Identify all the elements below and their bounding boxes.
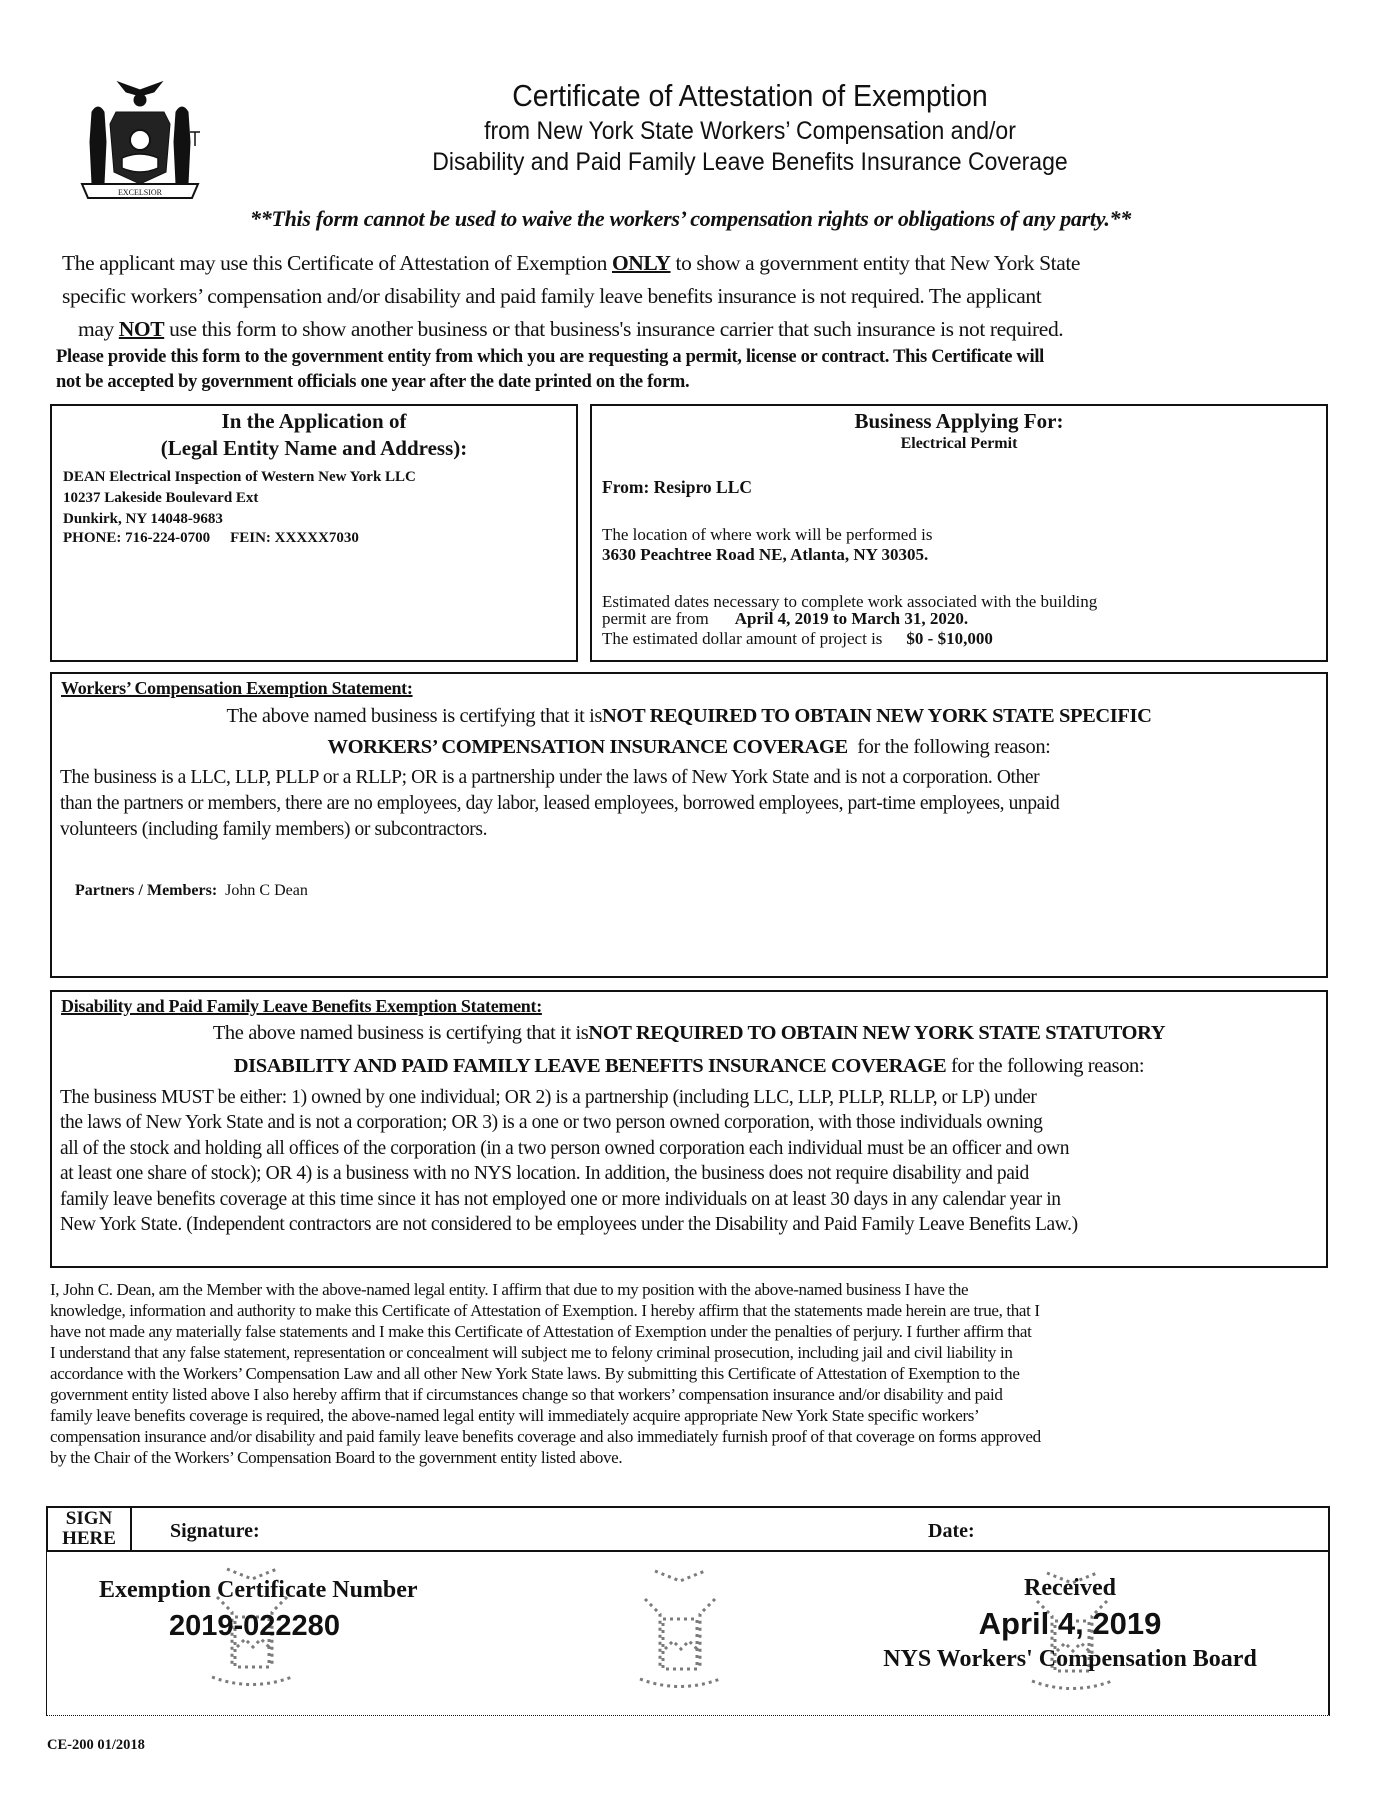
entity-street: 10237 Lakeside Boulevard Ext <box>63 490 259 506</box>
received-date: April 4, 2019 <box>978 1606 1162 1641</box>
application-of-box <box>50 404 578 662</box>
workers-comp-cert-line2: WORKERS’ COMPENSATION INSURANCE COVERAGE for the following reason: <box>327 736 1051 758</box>
notice-line2: not be accepted by government officials one year after the date printed on the form. <box>56 372 690 392</box>
disability-reason-line4: at least one share of stock); OR 4) is a business with no NYS location. In addition, the business does not require disability and paid <box>60 1163 1029 1184</box>
waiver-warning: **This form cannot be used to waive the workers’ compensation rights or obligations of any party.** <box>250 206 1131 231</box>
business-applying-for-box <box>590 404 1328 662</box>
form-title: Certificate of Attestation of Exemption <box>512 78 988 113</box>
disability-cert-line1: The above named business is certifying that it isNOT REQUIRED TO OBTAIN NEW YORK STATE STATUTORY <box>212 1022 1166 1044</box>
disability-exemption-box <box>50 990 1328 1268</box>
form-subtitle-line2: Disability and Paid Family Leave Benefits Insurance Coverage <box>432 148 1068 176</box>
entity-name: DEAN Electrical Inspection of Western New York LLC <box>63 469 416 485</box>
date-label: Date: <box>928 1520 975 1542</box>
workers-comp-reason-line3: volunteers (including family members) or subcontractors. <box>60 819 488 840</box>
permit-from: From: Resipro LLC <box>602 477 753 497</box>
affirmation-line: have not made any materially false statements and I make this Certificate of Attestation of Exemption under the penalties of perjury. I further affirm that <box>50 1322 1032 1341</box>
notice-line1: Please provide this form to the government entity from which you are requesting a permit, license or contract. This Certificate will <box>56 347 1045 367</box>
nys-seal-logo <box>78 72 203 207</box>
location-label: The location of where work will be performed is <box>602 525 933 544</box>
signature-field[interactable] <box>170 1520 260 1543</box>
entity-fein: FEIN: XXXXX7030 <box>230 530 359 546</box>
entity-phone: PHONE: 716-224-0700 <box>63 530 211 546</box>
partners-members <box>75 882 308 900</box>
disability-reason-line1: The business MUST be either: 1) owned by one individual; OR 2) is a partnership (including LLC, LLP, PLLP, RLLP, or LP) under <box>60 1087 1037 1108</box>
seal-motto: EXCELSIOR <box>118 188 162 197</box>
project-amount: $0 - $10,000 <box>906 629 993 648</box>
workers-comp-cert-line1: The above named business is certifying that it isNOT REQUIRED TO OBTAIN NEW YORK STATE SPECIFIC <box>226 705 1152 727</box>
received-stamp <box>855 1551 1285 1711</box>
only-emphasis: ONLY <box>611 251 671 275</box>
entity-city-state-zip: Dunkirk, NY 14048-9683 <box>63 511 223 527</box>
not-emphasis: NOT <box>118 317 165 341</box>
affirmation-line: accordance with the Workers’ Compensation Law and all other New York State laws. By submitting this Certificate of Attestation of Exemption to the <box>50 1364 1020 1383</box>
issuing-board: NYS Workers' Compensation Board <box>883 1646 1257 1672</box>
partners-members-label: Partners / Members: <box>75 882 218 899</box>
exemption-certificate-label: Exemption Certificate Number <box>99 1577 418 1603</box>
exemption-certificate-number: 2019-022280 <box>169 1610 340 1642</box>
affirmation-line: I understand that any false statement, representation or concealment will subject me to felony criminal prosecution, including jail and civil liability in <box>50 1343 1013 1362</box>
disability-cert-line2: DISABILITY AND PAID FAMILY LEAVE BENEFITS INSURANCE COVERAGE for the following reason: <box>233 1055 1145 1077</box>
signature-row <box>46 1506 1330 1552</box>
entity-contact <box>63 530 359 547</box>
seal-stamp-icon <box>615 1559 745 1699</box>
disability-heading: Disability and Paid Family Leave Benefits Exemption Statement: <box>61 996 542 1016</box>
work-dates: April 4, 2019 to March 31, 2020. <box>734 609 969 628</box>
affirmation-line: compensation insurance and/or disability and paid family leave benefits coverage and also immediately furnish proof of that coverage on forms approved <box>50 1427 1041 1446</box>
workers-comp-exemption-box <box>50 672 1328 978</box>
dates-line: permit are from April 4, 2019 to March 31, 2020. <box>602 609 969 628</box>
affirmation-line: by the Chair of the Workers’ Compensation Board to the government entity listed above. <box>50 1448 623 1467</box>
form-code: CE-200 01/2018 <box>47 1737 145 1753</box>
business-heading: Business Applying For: <box>854 409 1064 433</box>
application-subheading: (Legal Entity Name and Address): <box>160 436 468 460</box>
sign-here-label: SIGN HERE <box>48 1508 132 1550</box>
disability-reason-line2: the laws of New York State and is not a corporation; OR 3) is a one or two person owned corporation, with those individuals owning <box>60 1112 1043 1133</box>
intro-line1: The applicant may use this Certificate of Attestation of Exemption ONLY to show a government entity that New York State <box>62 251 1081 275</box>
disability-reason-line6: New York State. (Independent contractors are not considered to be employees under the Disability and Paid Family Leave Benefits Law.) <box>60 1214 1078 1235</box>
dates-label: Estimated dates necessary to complete work associated with the building <box>602 592 1098 611</box>
amount-line: The estimated dollar amount of project is $0 - $10,000 <box>602 629 993 648</box>
workers-comp-reason-line2: than the partners or members, there are no employees, day labor, leased employees, borrowed employees, part-time employees, unpaid <box>60 793 1060 814</box>
workers-comp-heading: Workers’ Compensation Exemption Statement: <box>61 678 413 698</box>
signature-label: Signature: <box>170 1520 260 1542</box>
intro-line2: specific workers’ compensation and/or disability and paid family leave benefits insurance is not required. The applicant <box>62 284 1042 308</box>
certificate-box <box>46 1550 1330 1716</box>
application-heading: In the Application of <box>221 409 407 433</box>
affirmation-line: government entity listed above I also hereby affirm that if circumstances change so that workers’ compensation insurance and/or disability and paid <box>50 1385 1003 1404</box>
received-label: Received <box>1024 1575 1116 1601</box>
work-location: 3630 Peachtree Road NE, Atlanta, NY 30305. <box>602 545 929 564</box>
partners-members-value: John C Dean <box>225 882 308 899</box>
permit-type: Electrical Permit <box>900 435 1018 452</box>
intro-line3: may NOT use this form to show another business or that business's insurance carrier that such insurance is not required. <box>78 317 1064 341</box>
affirmation-line: knowledge, information and authority to make this Certificate of Attestation of Exemption. I hereby affirm that the statements made herein are true, that I <box>50 1301 1040 1320</box>
disability-reason-line3: all of the stock and holding all offices of the corporation (in a two person owned corporation each individual must be an officer and own <box>60 1138 1070 1159</box>
workers-comp-reason-line1: The business is a LLC, LLP, PLLP or a RLLP; OR is a partnership under the laws of New York State and is not a corporation. Other <box>60 767 1040 788</box>
affirmation-line: family leave benefits coverage is required, the above-named legal entity will immediately acquire appropriate New York State specific workers’ <box>50 1406 980 1425</box>
form-subtitle-line1: from New York State Workers’ Compensation and/or <box>484 117 1016 145</box>
date-field[interactable] <box>928 1520 975 1543</box>
affirmation-line: I, John C. Dean, am the Member with the above-named legal entity. I affirm that due to my position with the above-named business I have the <box>50 1280 969 1299</box>
disability-reason-line5: family leave benefits coverage at this time since it has not employed one or more individuals on at least 30 days in any calendar year in <box>60 1189 1061 1210</box>
